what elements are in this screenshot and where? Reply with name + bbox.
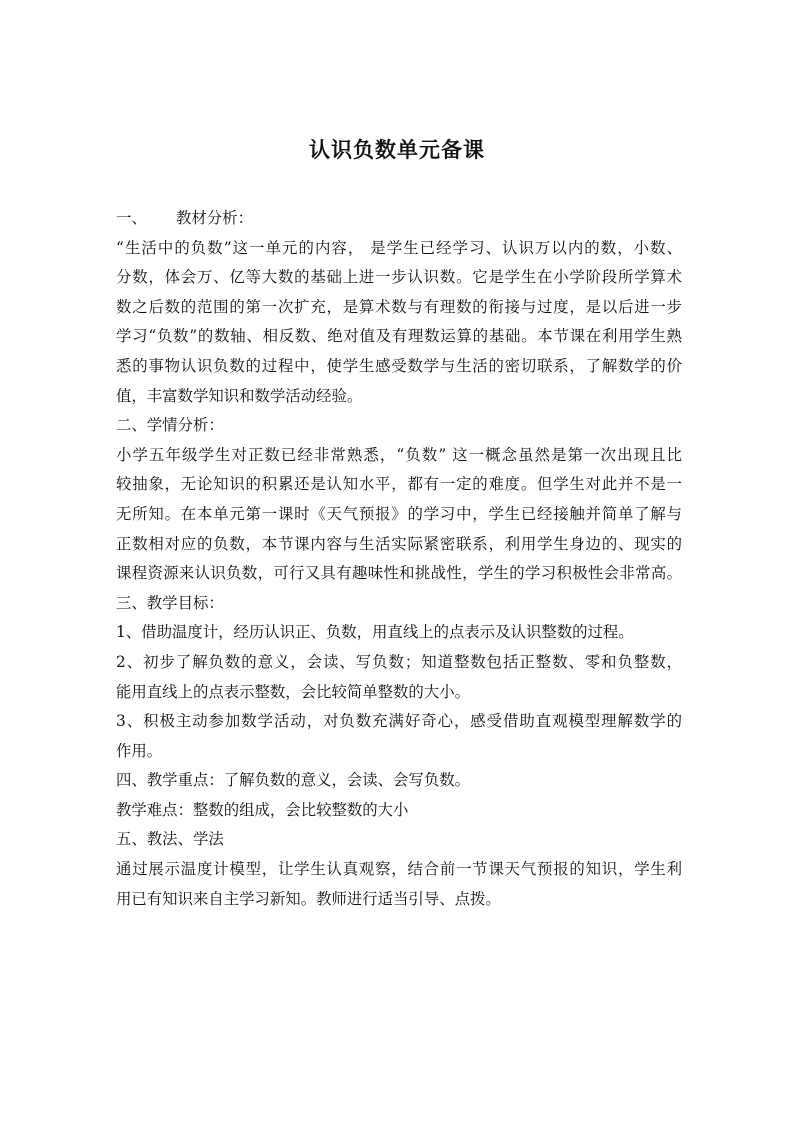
paragraph-line: 小学五年级学生对正数已经非常熟悉，“负数” 这一概念虽然是第一次出现且比	[116, 445, 682, 464]
paragraph-line: 学习“负数”的数轴、相反数、绝对值及有理数运算的基础。本节课在利用学生熟	[116, 327, 682, 346]
goal-item-continuation: 能用直线上的点表示整数，会比较简单整数的大小。	[116, 682, 470, 701]
section-heading-methods: 五、教法、学法	[116, 830, 224, 849]
paragraph-line: 通过展示温度计模型，让学生认真观察，结合前一节课天气预报的知识，学生利	[116, 860, 682, 879]
paragraph-line: 值，丰富数学知识和数学活动经验。	[116, 386, 363, 405]
section-heading-student-analysis: 二、学情分析：	[116, 416, 224, 435]
paragraph-line: 数之后数的范围的第一次扩充，是算术数与有理数的衔接与过度，是以后进一步	[116, 297, 682, 316]
page-title: 认识负数单元备课	[309, 137, 485, 162]
paragraph-line: 课程资源来认识负数，可行又具有趣味性和挑战性，学生的学习积极性会非常高。	[116, 564, 682, 583]
paragraph-line: 悉的事物认识负数的过程中，使学生感受数学与生活的密切联系，了解数学的价	[116, 356, 682, 375]
document-body	[116, 204, 682, 914]
section-heading-key-point: 四、教学重点：了解负数的意义，会读、会写负数。	[116, 771, 470, 790]
paragraph-line: “生活中的负数”这一单元的内容， 是学生已经学习、认识万以内的数，小数、	[116, 238, 682, 257]
section-heading-teaching-goals: 三、教学目标：	[116, 593, 224, 612]
paragraph-line: 正数相对应的负数，本节课内容与生活实际紧密联系，利用学生身边的、现实的	[116, 534, 682, 553]
section-heading-teaching-material	[116, 204, 682, 234]
paragraph-line: 无所知。在本单元第一课时《天气预报》的学习中，学生已经接触并简单了解与	[116, 504, 682, 523]
goal-item: 2、初步了解负数的意义，会读、写负数；知道整数包括正整数、零和负整数，	[116, 652, 682, 671]
section-heading-text: 教材分析：	[176, 209, 253, 227]
goal-item: 1、借助温度计，经历认识正、负数，用直线上的点表示及认识整数的过程。	[116, 623, 634, 642]
paragraph-line: 分数，体会万、亿等大数的基础上进一步认识数。它是学生在小学阶段所学算术	[116, 268, 682, 287]
goal-item-continuation: 作用。	[116, 741, 163, 760]
difficulty-line: 教学难点：整数的组成，会比较整数的大小	[116, 800, 409, 819]
paragraph-line: 用已有知识来自主学习新知。教师进行适当引导、点拨。	[116, 889, 501, 908]
paragraph-line: 较抽象，无论知识的积累还是认知水平，都有一定的难度。但学生对此并不是一	[116, 475, 682, 494]
section-number: 一、	[116, 209, 147, 227]
goal-item: 3、积极主动参加数学活动，对负数充满好奇心，感受借助直观模型理解数学的	[116, 712, 682, 731]
